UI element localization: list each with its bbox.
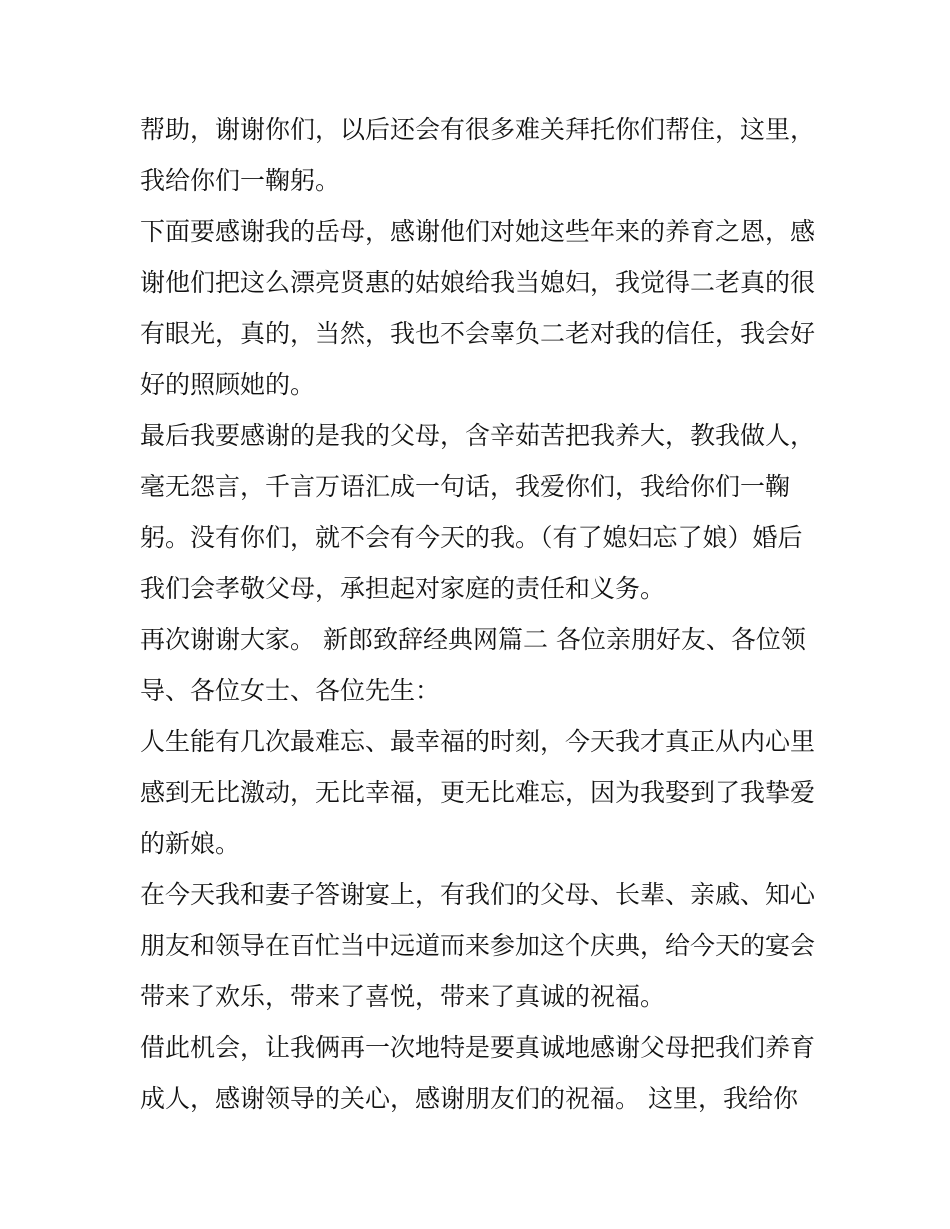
document-body [140,104,820,1124]
text-line: 我给你们一鞠躬。 [140,166,341,195]
text-line: 朋友和领导在百忙当中远道而来参加这个庆典，给今天的宴会 [140,931,816,960]
text-line: 下面要感谢我的岳母，感谢他们对她这些年来的养育之恩，感 [140,217,816,246]
text-line: 人生能有几次最难忘、最幸福的时刻，今天我才真正从内心里 [140,727,816,756]
text-line: 成人，感谢领导的关心，感谢朋友们的祝福。 这里，我给你 [140,1084,798,1113]
text-line: 借此机会，让我俩再一次地特是要真诚地感谢父母把我们养育 [140,1033,816,1062]
text-line: 导、各位女士、各位先生： [140,676,441,705]
text-line: 有眼光，真的，当然，我也不会辜负二老对我的信任，我会好 [140,319,816,348]
text-line: 在今天我和妻子答谢宴上，有我们的父母、长辈、亲戚、知心 [140,880,816,909]
text-line: 毫无怨言，千言万语汇成一句话，我爱你们，我给你们一鞠 [140,472,791,501]
text-line: 带来了欢乐，带来了喜悦，带来了真诚的祝福。 [140,982,666,1011]
text-line: 谢他们把这么漂亮贤惠的姑娘给我当媳妇，我觉得二老真的很 [140,268,816,297]
text-line: 感到无比激动，无比幸福，更无比难忘，因为我娶到了我挚爱 [140,778,816,807]
text-line: 最后我要感谢的是我的父母，含辛茹苦把我养大，教我做人， [140,421,816,450]
text-line: 再次谢谢大家。 新郎致辞经典网篇二 各位亲朋好友、各位领 [140,625,806,654]
text-line: 我们会孝敬父母，承担起对家庭的责任和义务。 [140,574,666,603]
text-line: 帮助，谢谢你们，以后还会有很多难关拜托你们帮住，这里， [140,115,816,144]
text-line: 的新娘。 [140,829,241,858]
text-line: 好的照顾她的。 [140,370,316,399]
text-line: 躬。没有你们，就不会有今天的我。（有了媳妇忘了娘）婚后 [140,523,803,552]
